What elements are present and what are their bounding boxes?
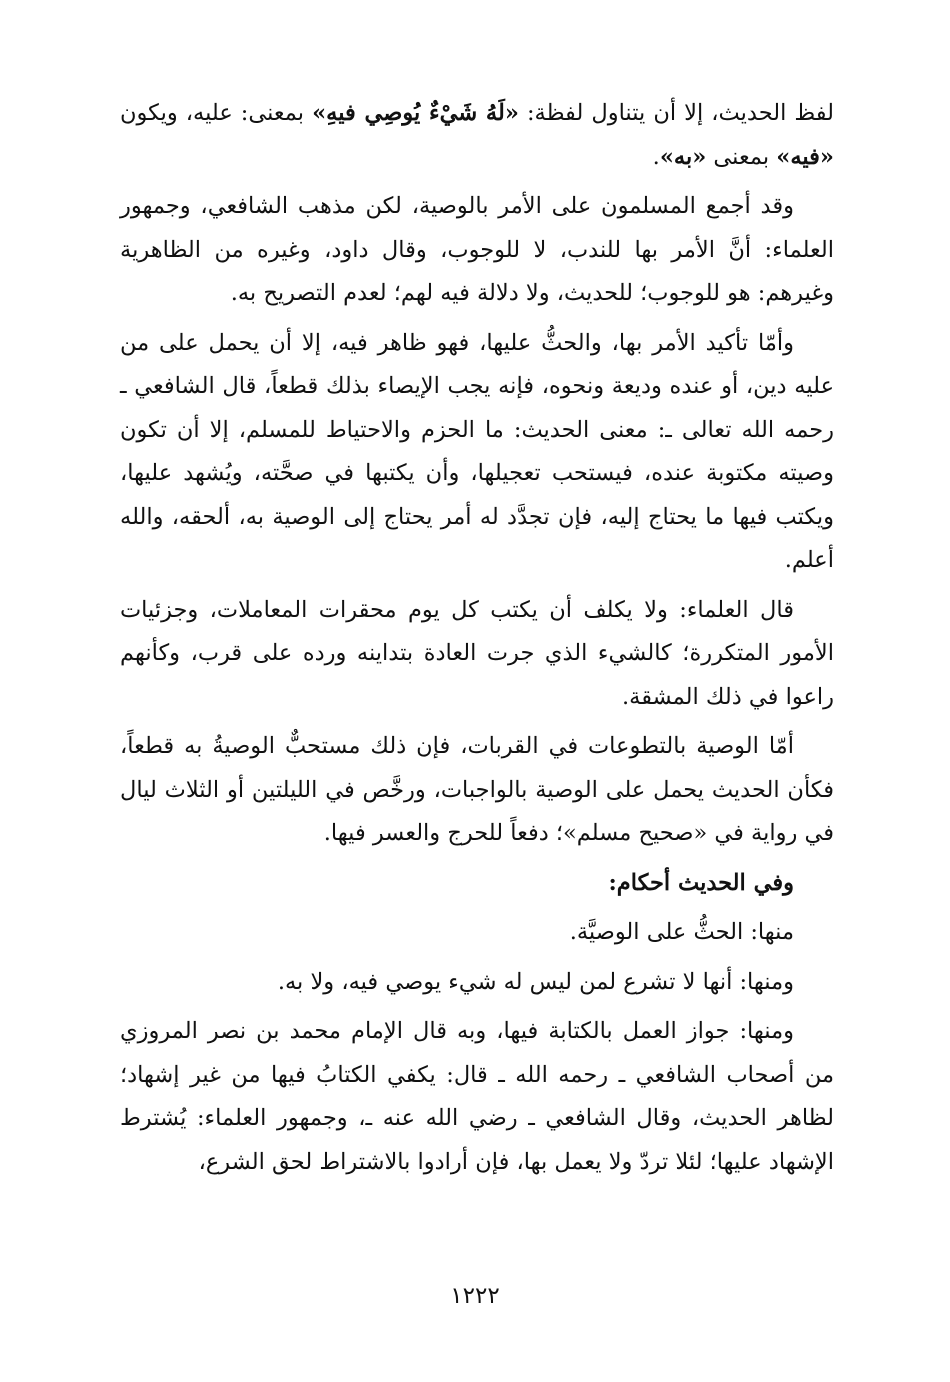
quoted-word-fihi: «فيه»: [776, 143, 834, 170]
paragraph-1-text-d: .: [652, 143, 660, 170]
hadith-quote: «لَهُ شَيْءٌ يُوصِي فيهِ»: [312, 100, 519, 126]
paragraph-1-text-a: لفظ الحديث، إلا أن يتناول لفظة:: [518, 100, 834, 126]
page-number: ١٢٢٢: [450, 1283, 500, 1309]
paragraph-9: ومنها: جواز العمل بالكتابة فيها، وبه قال الإمام محمد بن نصر المروزي من أصحاب الشافعي ـ رحمه الله ـ قال: يكفي الكتابُ فيها من غير إشهاد؛ لظاهر الحديث، وقال الشافعي ـ رضي الله عنه ـ، وجمهور العلماء: يُشترط الإشهاد عليها؛ لئلا تردّ ولا يعمل بها، فإن أرادوا بالاشتراط لحق الشرع،: [120, 1018, 834, 1175]
paragraph-1-text-c: بمعنى: [706, 143, 777, 170]
section-heading: وفي الحديث أحكام:: [608, 869, 794, 896]
paragraph-7: منها: الحثُّ على الوصيَّة.: [569, 919, 794, 945]
paragraph-8: ومنها: أنها لا تشرع لمن ليس له شيء يوصي فيه، ولا به.: [277, 968, 794, 995]
paragraph-5: أمّا الوصية بالتطوعات في القربات، فإن ذلك مستحبٌّ الوصيةُ به قطعاً، فكأن الحديث يحمل على الوصية بالواجبات، ورخَّص في الليلتين أو الثلاث ليال في رواية في «صحيح مسلم»؛ دفعاً للحرج والعسر فيها.: [120, 733, 834, 846]
paragraph-2: وقد أجمع المسلمون على الأمر بالوصية، لكن مذهب الشافعي، وجمهور العلماء: أنَّ الأمر بها للندب، لا للوجوب، وقال داود، وغيره من الظاهرية وغيرهم: هو للوجوب؛ للحديث، ولا دلالة فيه لهم؛ لعدم التصريح به.: [120, 193, 834, 306]
paragraph-1: [120, 92, 834, 179]
paragraph-3: وأمّا تأكيد الأمر بها، والحثُّ عليها، فهو ظاهر فيه، إلا أن يحمل على من عليه دين، أو عنده وديعة ونحوه، فإنه يجب الإيصاء بذلك قطعاً، قال الشافعي ـ رحمه الله تعالى ـ: معنى الحديث: ما الحزم والاحتياط للمسلم، إلا أن تكون وصيته مكتوبة عنده، فيستحب تعجيلها، وأن يكتبها في صحَّته، ويُشهد عليها، ويكتب فيها ما يحتاج إليه، فإن تجدَّد له أمر يحتاج إلى الوصية به، ألحقه، والله أعلم.: [120, 329, 834, 573]
quoted-word-bihi: «به»: [659, 143, 707, 170]
page-body: [120, 92, 834, 1190]
paragraph-4: قال العلماء: ولا يكلف أن يكتب كل يوم محقرات المعاملات، وجزئيات الأمور المتكررة؛ كالشيء الذي جرت العادة بتداينه ورده على قرب، وكأنهم راعوا في ذلك المشقة.: [120, 596, 834, 710]
paragraph-1-text-b: بمعنى: عليه، ويكون: [120, 100, 313, 126]
